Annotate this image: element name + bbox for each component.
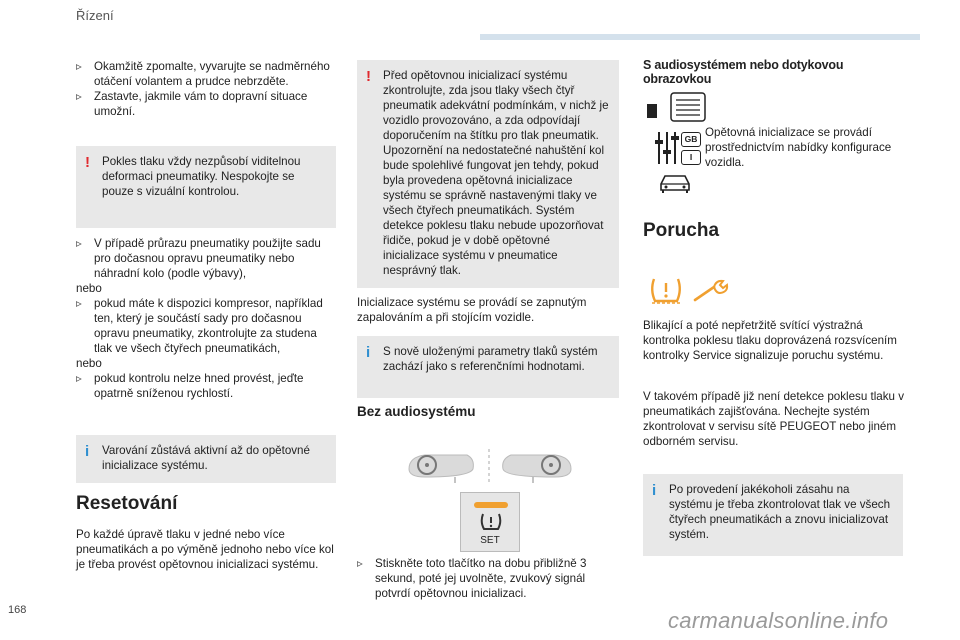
list-item: ▹ Stiskněte toto tlačítko na dobu přibližně 3 sekund, poté jej uvolněte, zvukový signál potvrdí opětovnou inicializaci. — [357, 557, 587, 600]
list-item: ▹ pokud kontrolu nelze hned provést, jeďte opatrně sníženou rychlostí. — [76, 372, 304, 400]
list-item: ▹ Zastavte, jakmile vám to dopravní situace umožní. — [76, 90, 308, 118]
list-item: ▹ Okamžitě zpomalte, vyvarujte se nadměrného otáčení volantem a prudce nebrzděte. — [76, 60, 330, 88]
info-icon: i — [652, 482, 657, 499]
no-audio-title: Bez audiosystému — [357, 404, 476, 419]
warning-box-2: ! Před opětovnou inicializací systému zkontrolujte, zda jsou tlaky všech čtyř pneumatik adekvátní podmínkám, v nichž je vozidlo provozováno, a zda odpovídají doporučením na štítku pro tlak pneumatik. Upozornění na nedostatečné nahuštění kol bude spolehlivé fungovat jen tehdy, pokud byla provedena opětovná inicializace systému se správně nastavenými tlaky ve všech čtyřech pneumatikách. Systém detekce poklesu tlaku nebude upozorňovat řidiče, pokud je v době opětovné inicializace systému v pneumatice nesprávný tlak. — [357, 60, 619, 288]
warning-icon: ! — [85, 154, 90, 171]
settings-sliders-icon — [655, 130, 679, 166]
info-box-3: i Po provedení jakékoholi zásahu na systému je třeba zkontrolovat tlak ve všech čtyřech pneumatikách a znovu inicializovat systém. — [643, 474, 903, 556]
col2-bullet-press — [357, 556, 619, 601]
tire-warning-icon — [648, 275, 684, 305]
list-item: ▹ pokud máte k dispozici kompresor, například ten, který je součástí sady pro dočasnou opravu pneumatiky, zkontrolujte za studena tlak ve všech čtyřech pneumatikách, — [76, 297, 323, 355]
col1-bullets-top — [76, 59, 338, 119]
audio-title: S audiosystémem nebo dotykovou obrazovkou — [643, 58, 844, 86]
bullet-icon: ▹ — [76, 372, 82, 385]
page-number: 168 — [8, 604, 27, 616]
reset-title: Resetování — [76, 493, 178, 514]
ignition-text: Inicializace systému se provádí se zapnutým zapalováním a při stojícím vozidle. — [357, 296, 587, 324]
bullet-icon: ▹ — [357, 557, 363, 570]
fault-title: Porucha — [643, 220, 720, 241]
info-box-2: i S nově uloženými parametry tlaků systém zachází jako s referenčními hodnotami. — [357, 336, 619, 398]
watermark: carmanualsonline.info — [668, 608, 889, 633]
reset-text: Po každé úpravě tlaku v jedné nebo více pneumatikách a po výměně jednoho nebo více kol je třeba provést opětovnou inicializaci systému. — [76, 528, 334, 571]
dashboard-illustration — [405, 447, 575, 487]
fault-text-1: Blikající a poté nepřetržitě svítící výstražná kontrolka poklesu tlaku doprovázená rozsvícením kontrolky Service signalizuje poruchu systému. — [643, 319, 897, 362]
fault-text-2: V takovém případě již není detekce poklesu tlaku v pneumatikách zajišťována. Nechejte systém zkontrolovat v servisu sítě PEUGEOT nebo jiném odborném servisu. — [643, 390, 905, 448]
lamp-indicator — [474, 502, 508, 508]
info-symbol-icon: I — [681, 150, 701, 165]
info-box: i Varování zůstává aktivní až do opětovné inicializace systému. — [76, 435, 336, 483]
gb-flag-icon: GB — [681, 132, 701, 147]
bullet-icon: ▹ — [76, 237, 82, 250]
warning-icon: ! — [366, 68, 371, 85]
set-button[interactable] — [460, 492, 520, 552]
tire-pressure-icon — [479, 512, 503, 532]
info-icon: i — [85, 443, 90, 460]
col1-bullets-mid: ▹ V případě průrazu pneumatiky použijte sadu pro dočasnou opravu pneumatiky nebo náhradní kolo (podle výbavy), nebo ▹ pokud máte k dispozici kompresor, například ten, který je součástí sady pro dočasnou opravu pneumatiky, zkontrolujte za studena tlak ve všech čtyřech pneumatikách, nebo ▹ pokud kontrolu nelze hned provést, jeďte opatrně sníženou rychlostí. — [76, 236, 338, 401]
wrench-service-icon — [692, 278, 732, 304]
list-item: ▹ V případě průrazu pneumatiky použijte sadu pro dočasnou opravu pneumatiky nebo náhradní kolo (podle výbavy), — [76, 237, 321, 280]
bullet-icon: ▹ — [76, 297, 82, 310]
warning-box: ! Pokles tlaku vždy nezpůsobí viditelnou deformaci pneumatiky. Nespokojte se pouze s vizuální kontrolou. — [76, 146, 336, 228]
audio-text: Opětovná inicializace se provádí prostřednictvím nabídky konfigurace vozidla. — [705, 126, 892, 169]
header-bar — [480, 34, 920, 40]
set-label: SET — [480, 535, 500, 546]
screen-icon — [645, 92, 707, 124]
car-icon — [657, 172, 693, 194]
bullet-icon: ▹ — [76, 60, 82, 73]
bullet-icon: ▹ — [76, 90, 82, 103]
info-icon: i — [366, 344, 371, 361]
section-title: Řízení — [76, 8, 114, 23]
